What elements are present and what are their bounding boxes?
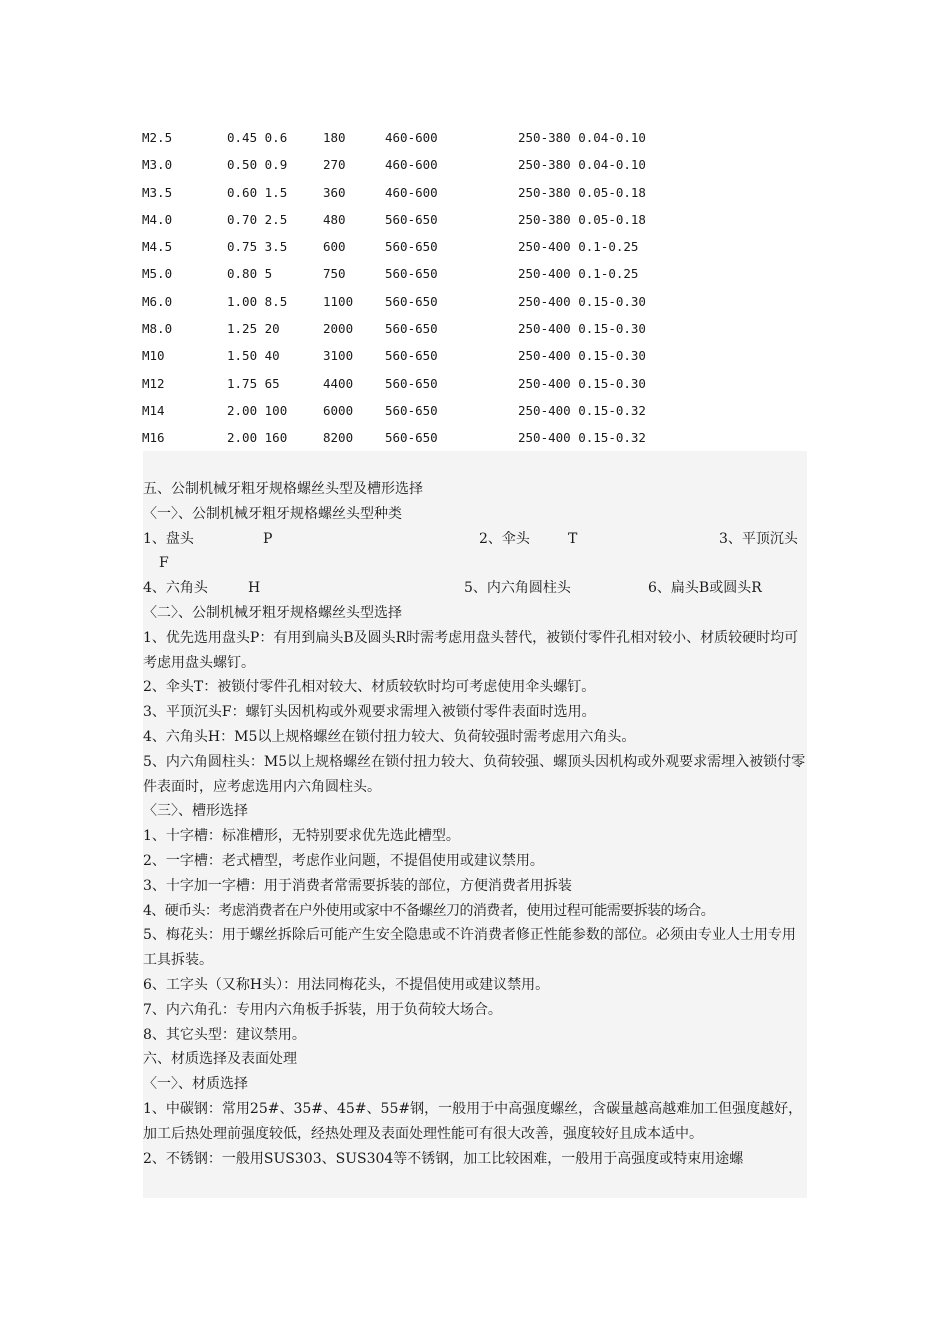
table-cell: 0.6 bbox=[264, 130, 288, 145]
cell-size: M12 bbox=[142, 375, 165, 391]
cell-pitch-torque bbox=[227, 345, 280, 367]
slot-choice-6: 6、工字头（又称H头）：用法同梅花头，不提倡使用或建议禁用。 bbox=[143, 976, 550, 993]
head-choice-5: 5、内六角圆柱头：M5以上规格螺丝在锁付扭力较大、负荷较强、螺顶头因机构或外观要求需埋入被锁付零件表面时，应考虑选用内六角圆柱头。 bbox=[143, 753, 806, 795]
table-cell: 0.05-0.18 bbox=[578, 184, 646, 200]
table-cell: 100 bbox=[264, 402, 288, 418]
table-cell: 0.70 bbox=[227, 211, 258, 227]
cell-hardness-plating bbox=[518, 373, 646, 395]
head-types-row1-cont: F bbox=[159, 555, 169, 572]
table-cell: 0.9 bbox=[264, 157, 288, 173]
cell-hardness: 460-600 bbox=[385, 157, 438, 173]
type-truss-code: T bbox=[568, 530, 578, 547]
cell-hardness-plating bbox=[518, 427, 646, 449]
cell-size: M3.0 bbox=[142, 157, 173, 173]
cell-hardness: 560-650 bbox=[385, 402, 438, 418]
cell-size: M4.0 bbox=[142, 211, 173, 227]
cell-size: M10 bbox=[142, 348, 165, 364]
slot-choice-5: 5、梅花头：用于螺丝拆除后可能产生安全隐患或不许消费者修正性能参数的部位。必须由专业人士用专用工具拆装。 bbox=[143, 927, 796, 969]
cell-pitch-torque bbox=[227, 154, 287, 176]
table-cell: 0.50 bbox=[227, 157, 258, 173]
table-cell: 0.15-0.30 bbox=[578, 348, 646, 364]
table-cell: 0.75 bbox=[227, 239, 258, 255]
cell-pitch-torque bbox=[227, 236, 287, 258]
section5-sub1: 〈一〉、公制机械牙粗牙规格螺丝头型种类 bbox=[143, 505, 402, 522]
cell-hardness: 560-650 bbox=[385, 266, 438, 282]
type-hex-code: H bbox=[248, 580, 261, 597]
table-cell: 2.5 bbox=[264, 211, 288, 227]
section6-sub1: 〈一〉、材质选择 bbox=[143, 1076, 248, 1093]
cell-tension: 600 bbox=[323, 239, 346, 255]
cell-hardness-plating bbox=[518, 209, 646, 231]
table-cell: 0.60 bbox=[227, 184, 258, 200]
cell-tension: 480 bbox=[323, 211, 346, 227]
cell-hardness: 560-650 bbox=[385, 348, 438, 364]
type-truss-head: 2、伞头 bbox=[479, 530, 530, 547]
table-cell: 3.5 bbox=[264, 239, 288, 255]
table-cell: 0.15-0.32 bbox=[578, 430, 646, 446]
cell-pitch-torque bbox=[227, 263, 272, 285]
cell-size: M5.0 bbox=[142, 266, 173, 282]
cell-size: M2.5 bbox=[142, 130, 173, 145]
cell-hardness-plating bbox=[518, 345, 646, 367]
cell-pitch-torque bbox=[227, 209, 287, 231]
section5-sub2: 〈二〉、公制机械牙粗牙规格螺丝头型选择 bbox=[143, 604, 402, 621]
head-types-row1 bbox=[143, 527, 807, 552]
table-cell: 40 bbox=[264, 348, 280, 364]
slot-choice-2: 2、一字槽：老式槽型，考虑作业问题，不提倡使用或建议禁用。 bbox=[143, 852, 544, 869]
table-cell: 250-400 bbox=[518, 375, 571, 391]
slot-choice-3: 3、十字加一字槽：用于消费者常需要拆装的部位，方便消费者用拆装 bbox=[143, 877, 572, 894]
table-cell: 5 bbox=[264, 266, 273, 282]
cell-pitch-torque bbox=[227, 373, 280, 395]
table-cell: 0.1-0.25 bbox=[578, 239, 639, 255]
material-2: 2、不锈钢：一般用SUS303、SUS304等不锈钢，加工比较困难，一般用于高强度或特束用途螺 bbox=[143, 1150, 744, 1167]
table-cell: 1.25 bbox=[227, 321, 258, 337]
cell-size: M8.0 bbox=[142, 321, 173, 337]
cell-size: M16 bbox=[142, 430, 165, 446]
section6-title: 六、材质选择及表面处理 bbox=[143, 1051, 297, 1068]
type-socket-cap: 5、内六角圆柱头 bbox=[464, 580, 571, 597]
table-cell: 250-400 bbox=[518, 348, 571, 364]
cell-hardness-plating bbox=[518, 318, 646, 340]
cell-pitch-torque bbox=[227, 318, 280, 340]
table-cell: 160 bbox=[264, 430, 288, 446]
table-cell: 250-400 bbox=[518, 402, 571, 418]
head-types-row2 bbox=[143, 576, 807, 601]
head-choice-3: 3、平顶沉头F：螺钉头因机构或外观要求需埋入被锁付零件表面时选用。 bbox=[143, 704, 596, 721]
cell-tension: 270 bbox=[323, 157, 346, 173]
table-cell: 250-400 bbox=[518, 293, 571, 309]
table-cell: 0.04-0.10 bbox=[578, 157, 646, 173]
cell-size: M14 bbox=[142, 402, 165, 418]
cell-hardness: 560-650 bbox=[385, 239, 438, 255]
section5-title: 五、公制机械牙粗牙规格螺丝头型及槽形选择 bbox=[143, 481, 423, 497]
table-cell: 0.15-0.30 bbox=[578, 293, 646, 309]
cell-size: M6.0 bbox=[142, 293, 173, 309]
type-flat-round: 6、扁头B或圆头R bbox=[648, 580, 762, 597]
table-cell: 2.00 bbox=[227, 430, 258, 446]
table-cell: 1.5 bbox=[264, 184, 288, 200]
cell-hardness-plating bbox=[518, 291, 646, 313]
cell-hardness: 560-650 bbox=[385, 321, 438, 337]
table-cell: 250-400 bbox=[518, 321, 571, 337]
table-cell: 0.05-0.18 bbox=[578, 211, 646, 227]
cell-tension: 1100 bbox=[323, 293, 354, 309]
cell-hardness-plating bbox=[518, 263, 638, 285]
cell-tension: 8200 bbox=[323, 430, 354, 446]
cell-tension: 4400 bbox=[323, 375, 354, 391]
table-cell: 250-400 bbox=[518, 239, 571, 255]
table-cell: 250-380 bbox=[518, 130, 571, 145]
cell-hardness: 560-650 bbox=[385, 430, 438, 446]
cell-hardness: 460-600 bbox=[385, 184, 438, 200]
cell-tension: 2000 bbox=[323, 321, 354, 337]
table-cell: 20 bbox=[264, 321, 280, 337]
table-cell: 1.00 bbox=[227, 293, 258, 309]
cell-hardness: 560-650 bbox=[385, 375, 438, 391]
cell-hardness-plating bbox=[518, 154, 646, 176]
cell-size: M4.5 bbox=[142, 239, 173, 255]
section5-sub3: 〈三〉、槽形选择 bbox=[143, 803, 248, 820]
text-body bbox=[143, 451, 807, 1198]
table-cell: 0.04-0.10 bbox=[578, 130, 646, 145]
cell-tension: 180 bbox=[323, 130, 346, 145]
table-cell: 250-400 bbox=[518, 266, 571, 282]
head-choice-1: 1、优先选用盘头P：有用到扁头B及圆头R时需考虑用盘头替代，被锁付零件孔相对较小、材质较硬时均可考虑用盘头螺钉。 bbox=[143, 629, 799, 671]
table-cell: 1.75 bbox=[227, 375, 258, 391]
cell-hardness-plating bbox=[518, 400, 646, 422]
cell-size: M3.5 bbox=[142, 184, 173, 200]
table-cell: 0.15-0.30 bbox=[578, 375, 646, 391]
cell-tension: 750 bbox=[323, 266, 346, 282]
table-cell: 250-380 bbox=[518, 211, 571, 227]
table-cell: 0.15-0.32 bbox=[578, 402, 646, 418]
table-cell: 0.15-0.30 bbox=[578, 321, 646, 337]
cell-tension: 6000 bbox=[323, 402, 354, 418]
cell-hardness: 560-650 bbox=[385, 211, 438, 227]
cell-hardness: 560-650 bbox=[385, 293, 438, 309]
table-cell: 0.45 bbox=[227, 130, 258, 145]
cell-pitch-torque bbox=[227, 182, 287, 204]
cell-pitch-torque bbox=[227, 291, 287, 313]
table-cell: 0.1-0.25 bbox=[578, 266, 639, 282]
table-cell: 0.80 bbox=[227, 266, 258, 282]
slot-choice-4: 4、硬币头：考虑消费者在户外使用或家中不备螺丝刀的消费者，使用过程可能需要拆装的场合。 bbox=[143, 902, 715, 919]
cell-hardness: 460-600 bbox=[385, 130, 438, 145]
cell-hardness-plating bbox=[518, 127, 646, 149]
cell-pitch-torque bbox=[227, 127, 287, 149]
table-cell: 250-380 bbox=[518, 157, 571, 173]
type-pan-code: P bbox=[263, 530, 273, 547]
cell-pitch-torque bbox=[227, 400, 287, 422]
material-1: 1、中碳钢：常用25#、35#、45#、55#钢，一般用于中高强度螺丝，含碳量越高越难加工但强度越好，加工后热处理前强度较低，经热处理及表面处理性能可有很大改善，强度较好且成本适中。 bbox=[143, 1100, 803, 1142]
type-flat-countersunk: 3、平顶沉头 bbox=[719, 530, 798, 547]
cell-tension: 360 bbox=[323, 184, 346, 200]
table-cell: 2.00 bbox=[227, 402, 258, 418]
table-cell: 250-380 bbox=[518, 184, 571, 200]
table-cell: 65 bbox=[264, 375, 280, 391]
cell-pitch-torque bbox=[227, 427, 287, 449]
cell-tension: 3100 bbox=[323, 348, 354, 364]
type-pan-head: 1、盘头 bbox=[143, 530, 194, 547]
table-cell: 1.50 bbox=[227, 348, 258, 364]
cell-hardness-plating bbox=[518, 182, 646, 204]
head-choice-4: 4、六角头H：M5以上规格螺丝在锁付扭力较大、负荷较强时需考虑用六角头。 bbox=[143, 728, 636, 745]
slot-choice-7: 7、内六角孔：专用内六角板手拆装，用于负荷较大场合。 bbox=[143, 1001, 502, 1018]
type-hex-head: 4、六角头 bbox=[143, 580, 208, 597]
cell-hardness-plating bbox=[518, 236, 638, 258]
table-cell: 8.5 bbox=[264, 293, 288, 309]
head-choice-2: 2、伞头T：被锁付零件孔相对较大、材质较软时均可考虑使用伞头螺钉。 bbox=[143, 679, 596, 696]
table-cell: 250-400 bbox=[518, 430, 571, 446]
slot-choice-8: 8、其它头型：建议禁用。 bbox=[143, 1026, 306, 1043]
slot-choice-1: 1、十字槽：标准槽形，无特别要求优先选此槽型。 bbox=[143, 828, 460, 845]
